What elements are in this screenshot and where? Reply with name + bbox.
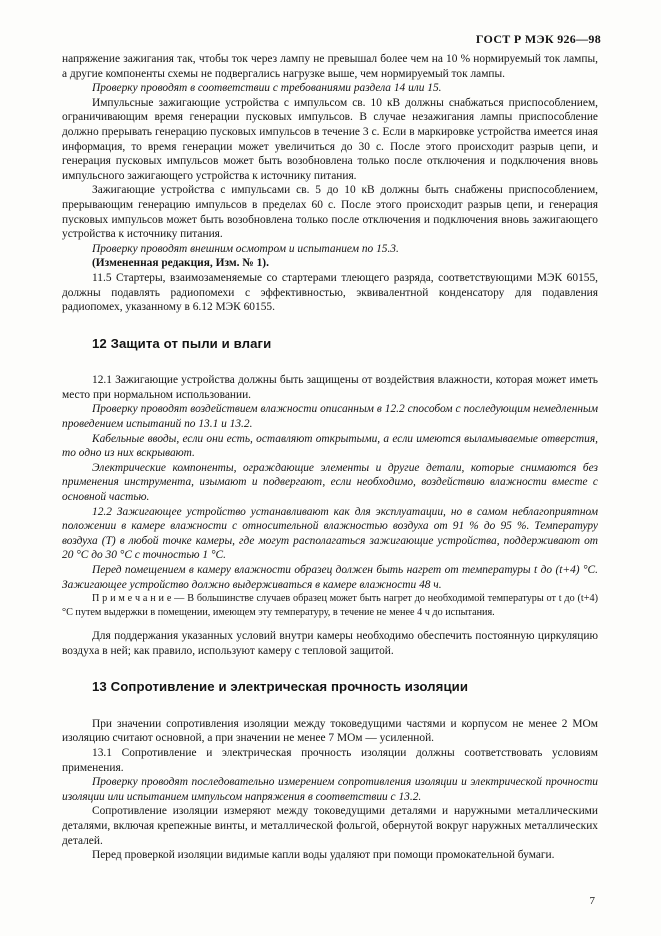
document-header: ГОСТ Р МЭК 926—98: [475, 32, 601, 46]
document-body: [62, 52, 598, 863]
note-paragraph: [62, 592, 598, 619]
amendment-note: (Измененная редакция, Изм. № 1).: [92, 257, 269, 270]
paragraph: Зажигающие устройства с импульсами св. 5 до 10 кВ должны быть снабжены приспособлением, прерывающим генерацию импульсов в пределах 60 с. После этого происходит разрыв цепи, и генерация пусковых импульсов может быть возобновлена только после отключения и подключения вновь зажигающего устройства к источнику питания.: [62, 184, 598, 241]
test-method-paragraph: Проверку проводят внешним осмотром и испытанием по 15.3.: [92, 242, 399, 255]
test-method-paragraph: Электрические компоненты, ограждающие элементы и другие детали, которые снимаются без применения инструмента, изымают и подвергают, если необходимо, воздействию влажности вместе с основной частью.: [62, 461, 598, 504]
test-method-paragraph: Перед помещением в камеру влажности образец должен быть нагрет от температуры t до (t+4) °С. Зажигающее устройство должно выдерживаться в камере влажности 48 ч.: [62, 564, 598, 591]
paragraph: При значении сопротивления изоляции между токоведущими частями и корпусом не менее 2 МОм изоляцию считают основной, а при значении не менее 7 МОм — усиленной.: [62, 717, 598, 745]
note-text: — В большинстве случаев образец может быть нагрет до необходимой температуры от t до (t+4) °С путем выдержки в помещении, имеющем эту температуру, в течение не менее 4 ч до испытания.: [62, 593, 598, 618]
test-method-paragraph: Проверку проводят воздействием влажности описанным в 12.2 способом с последующим немедленным проведением испытаний по 13.1 и 13.2.: [62, 403, 598, 431]
paragraph: Сопротивление изоляции измеряют между токоведущими деталями и наружными металлическими деталями, включая крепежные винты, и металлической фольгой, обернутой вокруг наружных металлических деталей.: [62, 805, 598, 847]
test-method-paragraph: Проверку проводят последовательно измерением сопротивления изоляции и электрической прочности изоляции или испытанием импульсом напряжения в соответствии с 13.2.: [62, 776, 598, 803]
test-method-paragraph: Проверку проводят в соответствии с требованиями раздела 14 или 15.: [92, 82, 442, 95]
paragraph: 13.1 Сопротивление и электрическая прочность изоляции должны соответствовать условиям применения.: [62, 746, 598, 774]
test-method-paragraph: Кабельные вводы, если они есть, оставляют открытыми, а если имеются выламываемые отверстия, то одно из них вскрывают.: [62, 432, 598, 460]
section-12-title: 12 Защита от пыли и влаги: [92, 335, 272, 351]
paragraph: напряжение зажигания так, чтобы ток через лампу не превышал более чем на 10 % нормируемый ток лампы, а другие компоненты схемы не подвергались нагрузке выше, чем нормируемый ток лампы.: [62, 53, 598, 80]
paragraph: Импульсные зажигающие устройства с импульсом св. 10 кВ должны снабжаться приспособлением, ограничивающим время генерации пусковых импульсов. В случае незажигания лампы приспособление должно прерывать генерацию пусковых импульсов в течение 3 с. Если в маркировке устройства имеется иная информация, то время генерации может увеличиться до 30 с. После этого происходит разрыв цепи, и генерация пусковых импульсов может быть возобновлена только после отключения и подключения вновь импульсного зажигающего устройства к источнику питания.: [62, 96, 598, 182]
note-label: П р и м е ч а н и е: [92, 593, 172, 605]
paragraph: 11.5 Стартеры, взаимозаменяемые со стартерами тлеющего разряда, соответствующими МЭК 60155, должны подавлять радиопомехи с эффективностью, эквивалентной конденсатору для подавления радиопомех, указанному в 6.12 МЭК 60155.: [62, 271, 598, 314]
paragraph: Перед проверкой изоляции видимые капли воды удаляют при помощи промокательной бумаги.: [92, 849, 555, 862]
test-method-paragraph: 12.2 Зажигающее устройство устанавливают как для эксплуатации, но в самом неблагоприятном положении в камере влажности с относительной влажностью воздуха от 91 % до 95 %. Температуру воздуха (Т) в любой точке камеры, где могут располагаться зажигающие устройства, поддерживают от 20 °С до 30 °С с точностью 1 °С.: [62, 505, 598, 562]
paragraph: 12.1 Зажигающие устройства должны быть защищены от воздействия влажности, которая может иметь место при нормальном использовании.: [62, 374, 598, 401]
paragraph: Для поддержания указанных условий внутри камеры необходимо обеспечить постоянную циркуляцию воздуха в ней; как правило, используют камеру с тепловой защитой.: [62, 630, 598, 657]
page-number: 7: [589, 895, 595, 907]
section-13-title: 13 Сопротивление и электрическая прочность изоляции: [92, 679, 469, 695]
